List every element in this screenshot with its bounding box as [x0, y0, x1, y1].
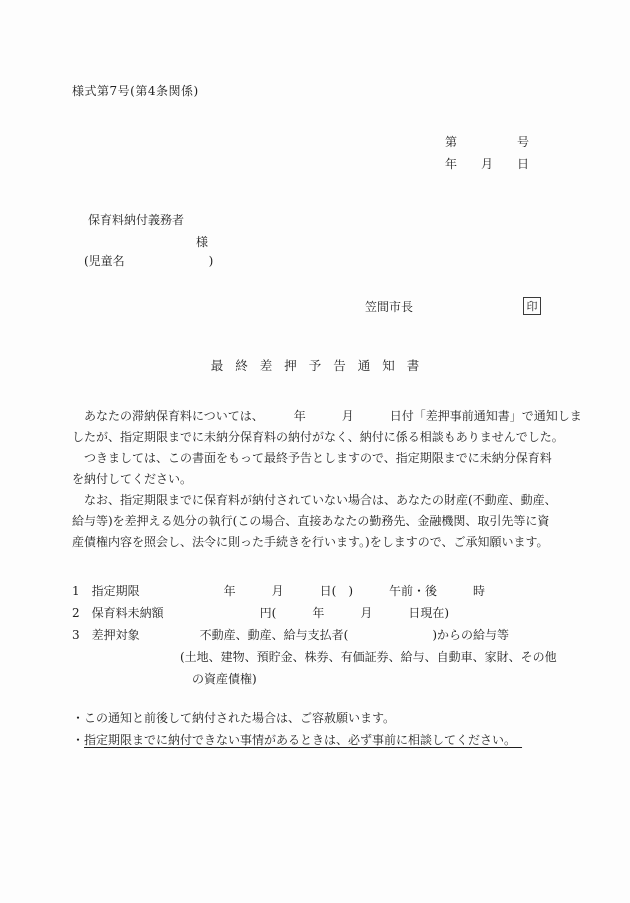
document-number-block — [445, 131, 529, 175]
child-name-field: (児童名 ) — [84, 254, 214, 268]
body-line: 産債権内容を照会し、法令に則った手続きを行います。)をしますので、ご承知願います。 — [72, 535, 549, 549]
list-item-seizure-target: 3 差押対象 不動産、動産、給与支払者( )からの給与等 — [72, 628, 510, 642]
document-number-line: 第 号 — [445, 135, 530, 149]
list-item-unpaid-amount: 2 保育料未納額 円( 年 月 日現在) — [72, 606, 450, 620]
footer-notes — [72, 707, 522, 751]
conditions-list — [72, 580, 557, 690]
body-line: 給与等)を差押える処分の執行(この場合、直接あなたの勤務先、金融機関、取引先等に資 — [72, 514, 550, 528]
recipient-honorific: 様 — [196, 235, 209, 249]
note-consult-beforehand — [72, 729, 522, 751]
body-line: したが、指定期限までに未納分保育料の納付がなく、納付に係る相談もありませんでした。 — [72, 430, 564, 444]
form-number: 様式第7号(第4条関係) — [72, 84, 199, 98]
seal-stamp: 印 — [523, 297, 541, 315]
list-item-seizure-target-cont: の資産債権) — [72, 672, 257, 686]
body-text — [72, 406, 582, 553]
document-title: 最終差押予告通知書 — [210, 358, 432, 373]
body-line: つきましては、この書面をもって最終予告としますので、指定期限までに未納分保育料 — [72, 451, 552, 465]
body-line: なお、指定期限までに保育料が納付されていない場合は、あなたの財産(不動産、動産、 — [72, 493, 557, 507]
mayor-name: 笠間市長 — [365, 300, 414, 314]
recipient-label: 保育料納付義務者 — [88, 213, 185, 227]
list-item-deadline: 1 指定期限 年 月 日( ) 午前・後 時 — [72, 584, 486, 598]
note-consult-text: 指定期限までに納付できない事情があるときは、必ず事前に相談してください。 — [84, 733, 523, 747]
note-paid-already: ・この通知と前後して納付された場合は、ご容赦願います。 — [72, 711, 396, 725]
body-line: を納付してください。 — [72, 472, 193, 486]
list-item-seizure-target-cont: (土地、建物、預貯金、株券、有価証券、給与、自動車、家財、その他 — [72, 650, 557, 664]
body-line: あなたの滞納保育料については、 年 月 日付「差押事前通知書」で通知しま — [72, 409, 582, 423]
note-bullet: ・ — [72, 733, 85, 747]
document-date-line: 年 月 日 — [445, 157, 530, 171]
